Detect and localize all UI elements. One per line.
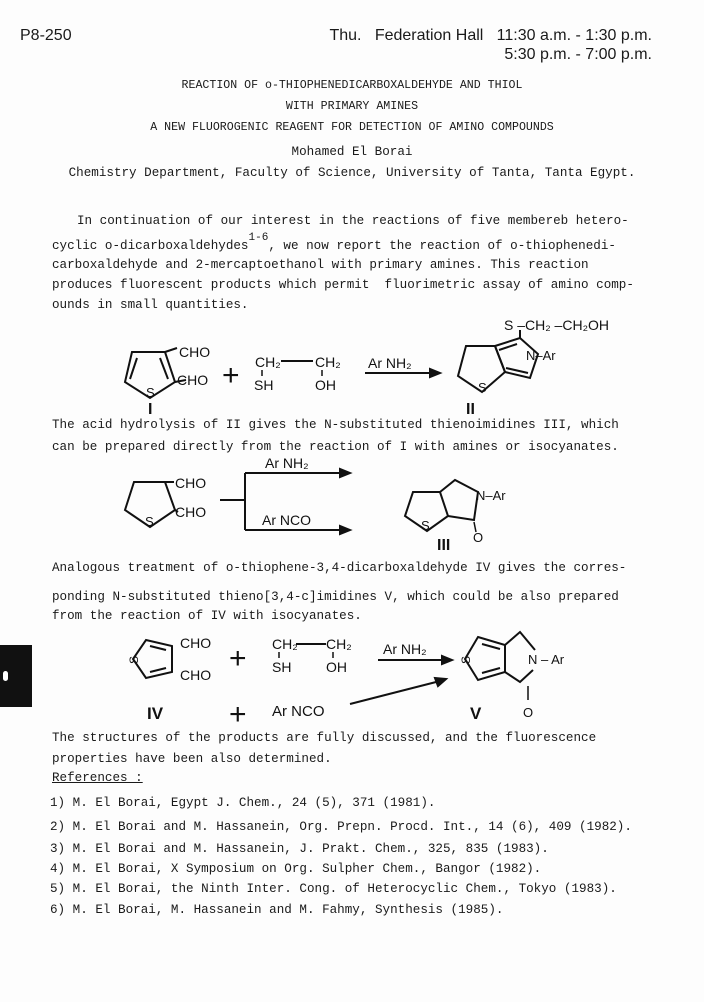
- text: cyclic o-dicarboxaldehydes: [52, 239, 249, 254]
- cho-label: CHO: [175, 475, 207, 491]
- reference-item: 1) M. El Borai, Egypt J. Chem., 24 (5), 371 (1981).: [50, 796, 436, 810]
- compound-label-I: I: [148, 401, 153, 418]
- sh-label: SH: [272, 659, 292, 675]
- para3-line: from the reaction of IV with isocyanates.: [52, 609, 362, 623]
- plus-sign: +: [229, 642, 247, 675]
- title-line-1: REACTION OF o-THIOPHENEDICARBOXALDEHYDE AND THIOL: [181, 79, 523, 92]
- ch2-label: CH₂: [255, 354, 281, 370]
- reagent-label: Ar NH₂: [383, 641, 427, 657]
- compound-label-IV: IV: [147, 704, 164, 723]
- para1-line: carboxaldehyde and 2-mercaptoethanol with primary amines. This reaction: [52, 258, 589, 272]
- reference-item: 3) M. El Borai and M. Hassanein, J. Prakt. Chem., 325, 835 (1983).: [50, 842, 549, 856]
- para1-line: produces fluorescent products which permit fluorimetric assay of amino comp-: [52, 278, 634, 292]
- reagent-top-label: Ar NH₂: [265, 455, 309, 471]
- poster-code: P8-250: [20, 27, 72, 44]
- title-line-2: WITH PRIMARY AMINES: [285, 100, 419, 113]
- reagent-label: Ar NH₂: [368, 355, 412, 371]
- citation-superscript: 1-6: [248, 232, 269, 244]
- side-chain-label: S –CH₂ –CH₂OH: [504, 317, 609, 333]
- plus-sign: +: [229, 698, 247, 731]
- compound-label-V: V: [470, 704, 482, 723]
- compound-label-II: II: [466, 401, 475, 418]
- n-ar-label: N–Ar: [476, 488, 506, 503]
- sulfur-label: S: [421, 518, 430, 533]
- cho-label: CHO: [177, 372, 209, 388]
- reference-item: 4) M. El Borai, X Symposium on Org. Sulpher Chem., Bangor (1982).: [50, 862, 542, 876]
- compound-label-III: III: [437, 537, 451, 554]
- sulfur-label: S: [459, 655, 473, 664]
- cho-label: CHO: [175, 504, 207, 520]
- sulfur-label: S: [127, 655, 141, 664]
- reagent-bottom-label: Ar NCO: [262, 512, 311, 528]
- scheme-1: [125, 317, 609, 418]
- para4-line: The structures of the products are fully discussed, and the fluorescence: [52, 731, 597, 745]
- title-line-3: A NEW FLUOROGENIC REAGENT FOR DETECTION OF AMINO COMPOUNDS: [150, 121, 554, 134]
- para1-line: ounds in small quantities.: [52, 298, 249, 312]
- para4-line: properties have been also determined.: [52, 752, 332, 766]
- reference-item: 5) M. El Borai, the Ninth Inter. Cong. of Heterocyclic Chem., Tokyo (1983).: [50, 882, 617, 896]
- sh-label: SH: [254, 377, 274, 393]
- ch2-label: CH₂: [326, 636, 352, 652]
- session-time-1: Thu. Federation Hall 11:30 a.m. - 1:30 p.m.: [329, 27, 652, 44]
- oxygen-label: O: [523, 705, 534, 720]
- n-ar-label: N–Ar: [526, 348, 556, 363]
- para3-line: Analogous treatment of o-thiophene-3,4-dicarboxaldehyde IV gives the corres-: [52, 561, 627, 575]
- text: , we now report the reaction of o-thiophenedi-: [268, 239, 616, 254]
- ch2-label: CH₂: [272, 636, 298, 652]
- session-time-2: 5:30 p.m. - 7:00 p.m.: [504, 46, 652, 63]
- sulfur-label: S: [146, 385, 155, 400]
- reference-item: 6) M. El Borai, M. Hassanein and M. Fahmy, Synthesis (1985).: [50, 903, 504, 917]
- affiliation: Chemistry Department, Faculty of Science, University of Tanta, Tanta Egypt.: [68, 166, 636, 180]
- reference-item: 2) M. El Borai and M. Hassanein, Org. Prepn. Procd. Int., 14 (6), 409 (1982).: [50, 820, 632, 834]
- reagent-arnco-label: Ar NCO: [272, 703, 325, 720]
- para1-line: In continuation of our interest in the reactions of five membereb hetero-: [77, 214, 629, 228]
- cho-label: CHO: [179, 344, 211, 360]
- n-ar-label: N – Ar: [528, 652, 565, 667]
- sulfur-label: S: [145, 514, 154, 529]
- sulfur-label: S: [478, 380, 487, 395]
- scheme-2: [125, 455, 506, 554]
- references-heading: References :: [52, 771, 143, 785]
- plus-sign: +: [222, 359, 240, 392]
- cho-label: CHO: [180, 635, 212, 651]
- cho-label: CHO: [180, 667, 212, 683]
- para3-line: ponding N-substituted thieno[3,4-c]imidines V, which could be also prepared: [52, 590, 619, 604]
- oh-label: OH: [315, 377, 336, 393]
- para2-line: The acid hydrolysis of II gives the N-substituted thienoimidines III, which: [52, 418, 619, 432]
- author: Mohamed El Borai: [291, 145, 413, 159]
- oxygen-label: O: [473, 530, 484, 545]
- para2-line: can be prepared directly from the reaction of I with amines or isocyanates.: [52, 440, 619, 454]
- oh-label: OH: [326, 659, 347, 675]
- scheme-3: [127, 632, 565, 731]
- ch2-label: CH₂: [315, 354, 341, 370]
